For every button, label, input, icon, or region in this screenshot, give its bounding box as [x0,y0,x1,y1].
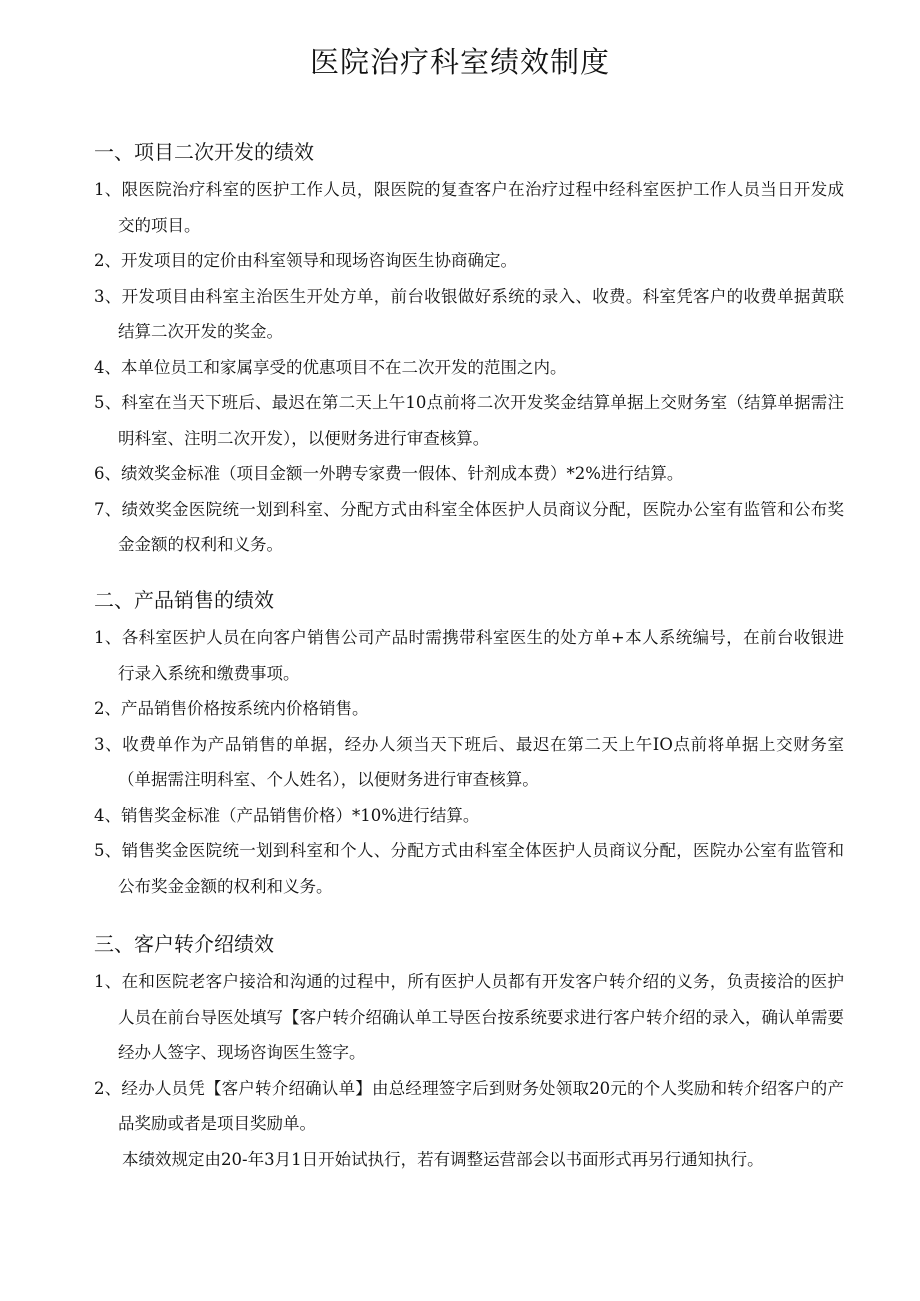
item-number: 1、 [94,180,122,199]
item-number: 5、 [94,841,122,860]
item-number: 4、 [94,357,121,377]
item-number: 2、 [94,251,121,270]
item-text: 绩效奖金标准（项目金额一外聘专家费一假体、针剂成本费）*2%进行结算。 [121,464,684,483]
document-title: 医院治疗科室绩效制度 [309,45,610,79]
item-text: 限医院治疗科室的医护工作人员，限医院的复查客户在治疗过程中经科室医护工作人员当日开发成交的项目。 [118,180,845,235]
item-number: 2、 [94,699,121,718]
closing-statement: 本绩效规定由20-年3月1日开始试执行，若有调整运营部会以书面形式再另行通知执行。 [122,1149,764,1169]
item-number: 4、 [94,805,121,825]
section-product-sales [94,580,844,904]
section-heading: 二、产品销售的绩效 [94,588,274,612]
item-number: 2、 [94,1078,122,1098]
list-item [94,385,844,456]
list-item [94,964,844,1071]
item-number: 7、 [94,499,122,519]
item-text: 绩效奖金医院统一划到科室、分配方式由科室全体医护人员商议分配，医院办公室有监管和公布奖金金额的权利和义务。 [118,499,845,554]
list-item [94,798,844,834]
item-text: 在和医院老客户接洽和沟通的过程中，所有医护人员都有开发客户转介绍的义务，负责接洽的医护人员在前台导医处填写【客户转介绍确认单工导医台按系统要求进行客户转介绍的录入，确认单需要经办人签字、现场咨询医生签字。 [118,972,845,1062]
section-heading: 三、客户转介绍绩效 [94,932,274,956]
list-item [94,833,844,904]
item-number: 5、 [94,393,122,412]
list-item [94,727,844,798]
list-item [94,172,844,243]
item-text: 开发项目的定价由科室领导和现场咨询医生协商确定。 [121,251,517,270]
section-customer-referral [94,924,844,1177]
list-item [94,350,844,386]
item-text: 经办人员凭【客户转介绍确认单】由总经理签字后到财务处领取20元的个人奖励和转介绍客户的产品奖励或者是项目奖励单。 [118,1078,845,1133]
item-number: 6、 [94,464,121,483]
item-number: 1、 [94,628,122,647]
item-number: 3、 [94,286,122,306]
list-item [94,492,844,563]
item-text: 产品销售价格按系统内价格销售。 [121,699,369,718]
section-heading: 一、项目二次开发的绩效 [94,140,314,164]
list-item [94,279,844,350]
list-item [94,243,844,279]
item-number: 3、 [94,734,123,754]
item-text: 本单位员工和家属享受的优惠项目不在二次开发的范围之内。 [121,357,567,377]
item-text: 开发项目由科室主治医生开处方单，前台收银做好系统的录入、收费。科室凭客户的收费单据黄联结算二次开发的奖金。 [118,286,845,341]
list-item [94,456,844,492]
item-text: 收费单作为产品销售的单据，经办人须当天下班后、最迟在第二天上午IO点前将单据上交财务室（单据需注明科室、个人姓名），以便财务进行审查核算。 [118,734,845,789]
item-text: 销售奖金标准（产品销售价格）*10%进行结算。 [121,805,480,825]
list-item [94,691,844,727]
item-number: 1、 [94,972,122,991]
item-text: 销售奖金医院统一划到科室和个人、分配方式由科室全体医护人员商议分配，医院办公室有监管和公布奖金金额的权利和义务。 [118,841,845,896]
item-text: 科室在当天下班后、最迟在第二天上午10点前将二次开发奖金结算单据上交财务室（结算单据需注明科室、注明二次开发），以便财务进行审查核算。 [118,393,845,448]
item-text: 各科室医护人员在向客户销售公司产品时需携带科室医生的处方单+本人系统编号，在前台收银进行录入系统和缴费事项。 [118,628,844,683]
list-item [94,620,844,691]
section-project-development [94,132,844,563]
list-item [94,1071,844,1142]
